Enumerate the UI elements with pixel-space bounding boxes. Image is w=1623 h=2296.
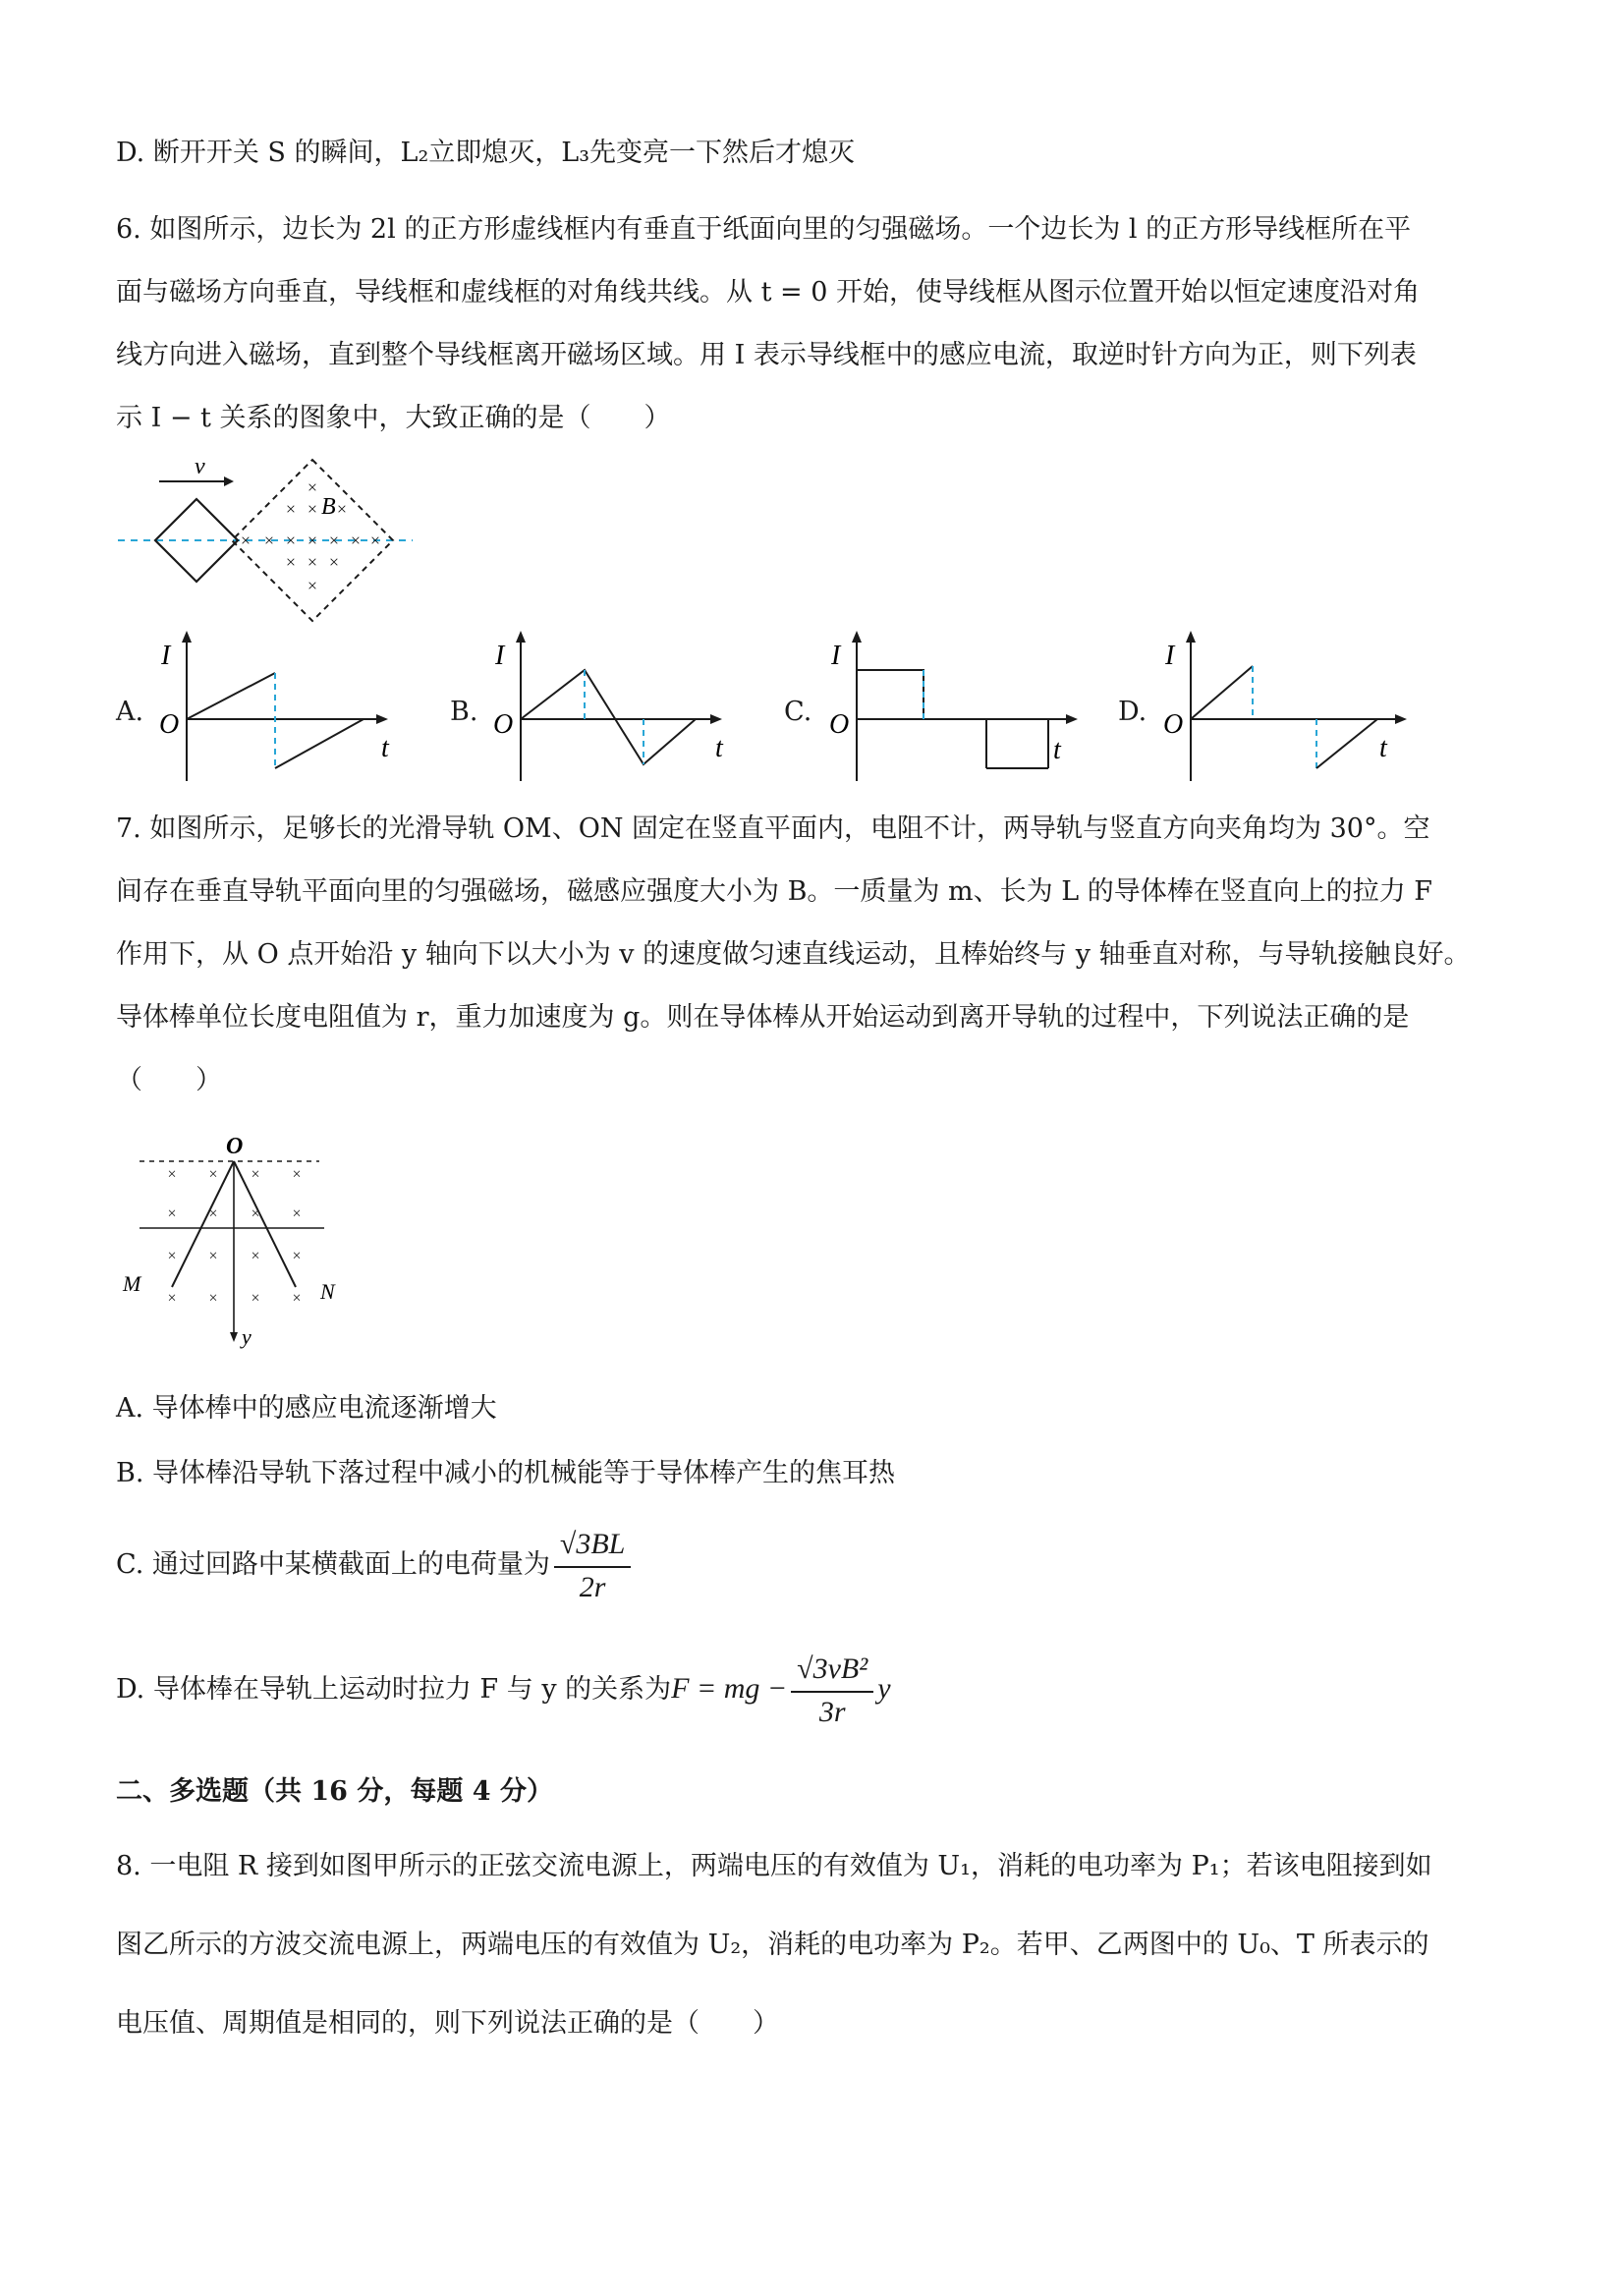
svg-text:×: × — [251, 1205, 260, 1222]
svg-text:×: × — [336, 499, 348, 519]
q7-m-label: M — [123, 1271, 141, 1296]
graph-b-yaxis: I — [495, 641, 505, 671]
graph-d — [1151, 629, 1417, 786]
q7-option-c-denominator: 2r — [579, 1570, 606, 1603]
svg-text:×: × — [292, 1248, 302, 1264]
svg-text:×: × — [285, 531, 297, 550]
svg-text:×: × — [328, 552, 340, 572]
q7-y-label: y — [242, 1324, 252, 1349]
svg-text:×: × — [251, 1290, 260, 1307]
graph-c-origin: O — [829, 709, 850, 740]
q6-field-figure — [108, 452, 432, 629]
svg-text:×: × — [167, 1166, 177, 1183]
q7-option-a: A. 导体棒中的感应电流逐渐增大 — [116, 1393, 497, 1424]
q7-option-c — [116, 1523, 635, 1607]
q7-option-c-text: C. 通过回路中某横截面上的电荷量为 — [116, 1549, 550, 1580]
q8-stem-line1: 8. 一电阻 R 接到如图甲所示的正弦交流电源上，两端电压的有效值为 U₁，消耗的电功率为 P₁；若该电阻接到如 — [116, 1851, 1432, 1881]
graph-b-label: B. — [450, 697, 478, 727]
graph-d-xaxis: t — [1379, 733, 1387, 763]
svg-text:×: × — [369, 531, 381, 550]
graph-c-xaxis: t — [1053, 735, 1061, 765]
q7-option-d-denominator: 3r — [818, 1695, 846, 1728]
graph-c — [817, 629, 1083, 786]
graph-b-origin: O — [493, 709, 514, 740]
section-2-title: 二、多选题（共 16 分，每题 4 分） — [116, 1776, 553, 1807]
graph-b — [481, 629, 737, 786]
graph-d-origin: O — [1163, 709, 1184, 740]
svg-text:×: × — [328, 531, 340, 550]
q7-option-b: B. 导体棒沿导轨下落过程中减小的机械能等于导体棒产生的焦耳热 — [116, 1458, 896, 1488]
graph-a-xaxis: t — [381, 733, 389, 763]
svg-text:×: × — [263, 531, 275, 550]
graph-c-yaxis: I — [831, 641, 841, 671]
graph-d-yaxis: I — [1165, 641, 1175, 671]
svg-text:×: × — [208, 1166, 218, 1183]
svg-text:×: × — [208, 1290, 218, 1307]
svg-text:×: × — [251, 1248, 260, 1264]
q6-b-label: B — [321, 494, 336, 520]
q7-option-c-numerator: √3BL — [554, 1525, 631, 1568]
svg-text:×: × — [307, 477, 318, 497]
q6-stem-line1: 6. 如图所示，边长为 2l 的正方形虚线框内有垂直于纸面向里的匀强磁场。一个边长为 l 的正方形导线框所在平 — [116, 214, 1412, 245]
svg-text:×: × — [208, 1248, 218, 1264]
graph-d-label: D. — [1118, 697, 1147, 727]
q7-stem-line2: 间存在垂直导轨平面向里的匀强磁场，磁感应强度大小为 B。一质量为 m、长为 L 的导体棒在竖直向上的拉力 F — [116, 876, 1433, 907]
q7-option-d-text: D. 导体棒在导轨上运动时拉力 F 与 y 的关系为 — [116, 1674, 672, 1705]
svg-text:×: × — [307, 499, 318, 519]
q7-option-c-fraction — [554, 1525, 631, 1607]
q7-option-d-fraction — [791, 1650, 873, 1732]
q6-stem-line2: 面与磁场方向垂直，导线框和虚线框的对角线共线。从 t = 0 开始，使导线框从图示位置开始以恒定速度沿对角 — [116, 277, 1420, 308]
q7-o-label: O — [226, 1134, 244, 1159]
q7-stem-line5: （ ） — [116, 1065, 222, 1095]
graph-a-origin: O — [159, 709, 180, 740]
svg-text:×: × — [292, 1290, 302, 1307]
svg-text:×: × — [167, 1248, 177, 1264]
svg-text:×: × — [307, 576, 318, 595]
q6-stem-line3: 线方向进入磁场，直到整个导线框离开磁场区域。用 I 表示导线框中的感应电流，取逆时针方向为正，则下列表 — [116, 340, 1417, 370]
q7-option-d-tail: y — [877, 1672, 891, 1705]
graph-a-yaxis: I — [161, 641, 171, 671]
q7-rail-figure — [118, 1130, 373, 1356]
graph-c-label: C. — [784, 697, 812, 727]
q5-option-d: D. 断开开关 S 的瞬间，L₂立即熄灭，L₃先变亮一下然后才熄灭 — [116, 138, 856, 168]
svg-text:×: × — [285, 499, 297, 519]
svg-text:×: × — [167, 1205, 177, 1222]
q7-stem-line4: 导体棒单位长度电阻值为 r，重力加速度为 g。则在导体棒从开始运动到离开导轨的过程中，下列说法正确的是 — [116, 1002, 1410, 1033]
q6-v-label: v — [195, 454, 205, 479]
svg-text:×: × — [292, 1166, 302, 1183]
q7-option-d-numerator: √3vB² — [791, 1650, 873, 1693]
svg-text:×: × — [307, 531, 318, 550]
q7-n-label: N — [320, 1279, 335, 1304]
q8-stem-line3: 电压值、周期值是相同的，则下列说法正确的是（ ） — [116, 2008, 779, 2039]
q7-stem-line1: 7. 如图所示，足够长的光滑导轨 OM、ON 固定在竖直平面内，电阻不计，两导轨与竖直方向夹角均为 30°。空 — [116, 813, 1430, 844]
svg-text:×: × — [307, 552, 318, 572]
field-crosses — [241, 477, 380, 595]
svg-text:×: × — [208, 1205, 218, 1222]
graph-a — [147, 629, 403, 786]
svg-text:×: × — [167, 1290, 177, 1307]
svg-text:×: × — [350, 531, 362, 550]
q7-stem-line3: 作用下，从 O 点开始沿 y 轴向下以大小为 v 的速度做匀速直线运动，且棒始终与 y 轴垂直对称，与导轨接触良好。 — [116, 939, 1471, 970]
graph-b-xaxis: t — [715, 733, 723, 763]
q7-option-d — [116, 1647, 891, 1732]
q8-stem-line2: 图乙所示的方波交流电源上，两端电压的有效值为 U₂，消耗的电功率为 P₂。若甲、乙两图中的 U₀、T 所表示的 — [116, 1930, 1429, 1960]
svg-text:×: × — [292, 1205, 302, 1222]
q6-stem-line4: 示 I − t 关系的图象中，大致正确的是（ ） — [116, 403, 671, 433]
svg-text:×: × — [251, 1166, 260, 1183]
graph-a-label: A. — [116, 697, 144, 727]
svg-text:×: × — [285, 552, 297, 572]
svg-text:×: × — [240, 531, 252, 550]
q7-option-d-lhs: F = mg − — [671, 1672, 788, 1705]
